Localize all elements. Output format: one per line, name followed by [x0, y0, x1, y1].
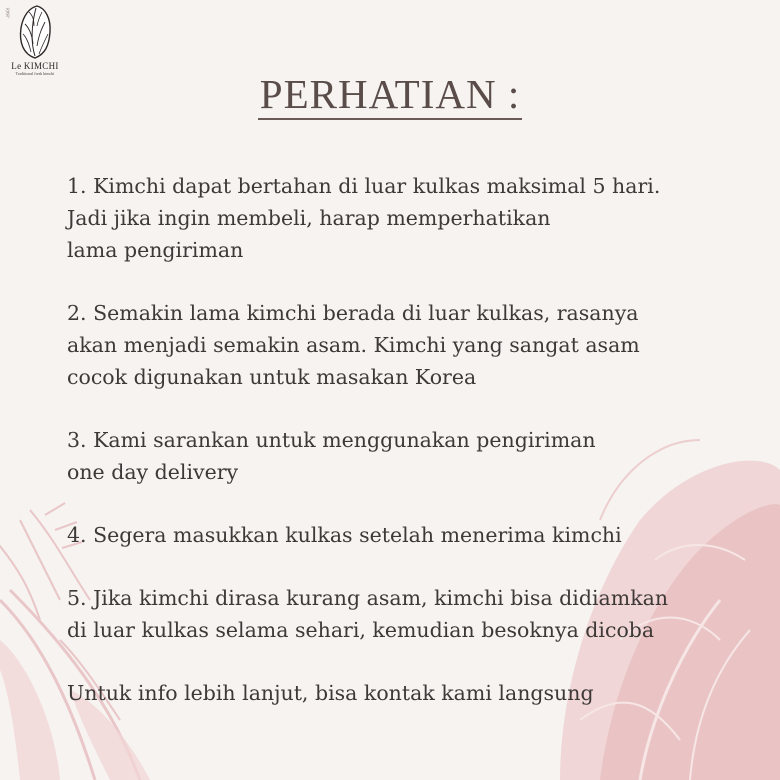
text-line: 1. Kimchi dapat bertahan di luar kulkas maksimal 5 hari.	[67, 174, 661, 198]
text-line: di luar kulkas selama sehari, kemudian besoknya dicoba	[67, 618, 655, 642]
page-title	[0, 72, 780, 120]
text-line: Jadi jika ingin membeli, harap memperhatikan	[67, 206, 551, 230]
text-line: Untuk info lebih lanjut, bisa kontak kami langsung	[67, 681, 594, 705]
notice-item-1	[67, 170, 757, 266]
notice-item-4	[67, 519, 757, 551]
cabbage-illustration-icon	[15, 4, 55, 60]
contact-note	[67, 677, 757, 709]
logo	[6, 4, 64, 76]
notice-item-3	[67, 424, 757, 488]
notice-item-2	[67, 297, 757, 393]
page-title-text: PERHATIAN :	[258, 72, 522, 120]
notice-content	[67, 170, 757, 740]
text-line: one day delivery	[67, 460, 239, 484]
notice-item-5	[67, 582, 757, 646]
logo-name: Le KIMCHI	[11, 61, 59, 71]
text-line: 5. Jika kimchi dirasa kurang asam, kimchi bisa didiamkan	[67, 586, 669, 610]
text-line: akan menjadi semakin asam. Kimchi yang sangat asam	[67, 333, 640, 357]
logo-tagline: Traditional fresh kimchi	[15, 71, 55, 76]
text-line: cocok digunakan untuk masakan Korea	[67, 365, 477, 389]
text-line: 3. Kami sarankan untuk menggunakan pengiriman	[67, 428, 596, 452]
text-line: 4. Segera masukkan kulkas setelah menerima kimchi	[67, 523, 622, 547]
logo-side-text: 김치	[4, 8, 10, 18]
text-line: lama pengiriman	[67, 238, 244, 262]
text-line: 2. Semakin lama kimchi berada di luar kulkas, rasanya	[67, 301, 639, 325]
